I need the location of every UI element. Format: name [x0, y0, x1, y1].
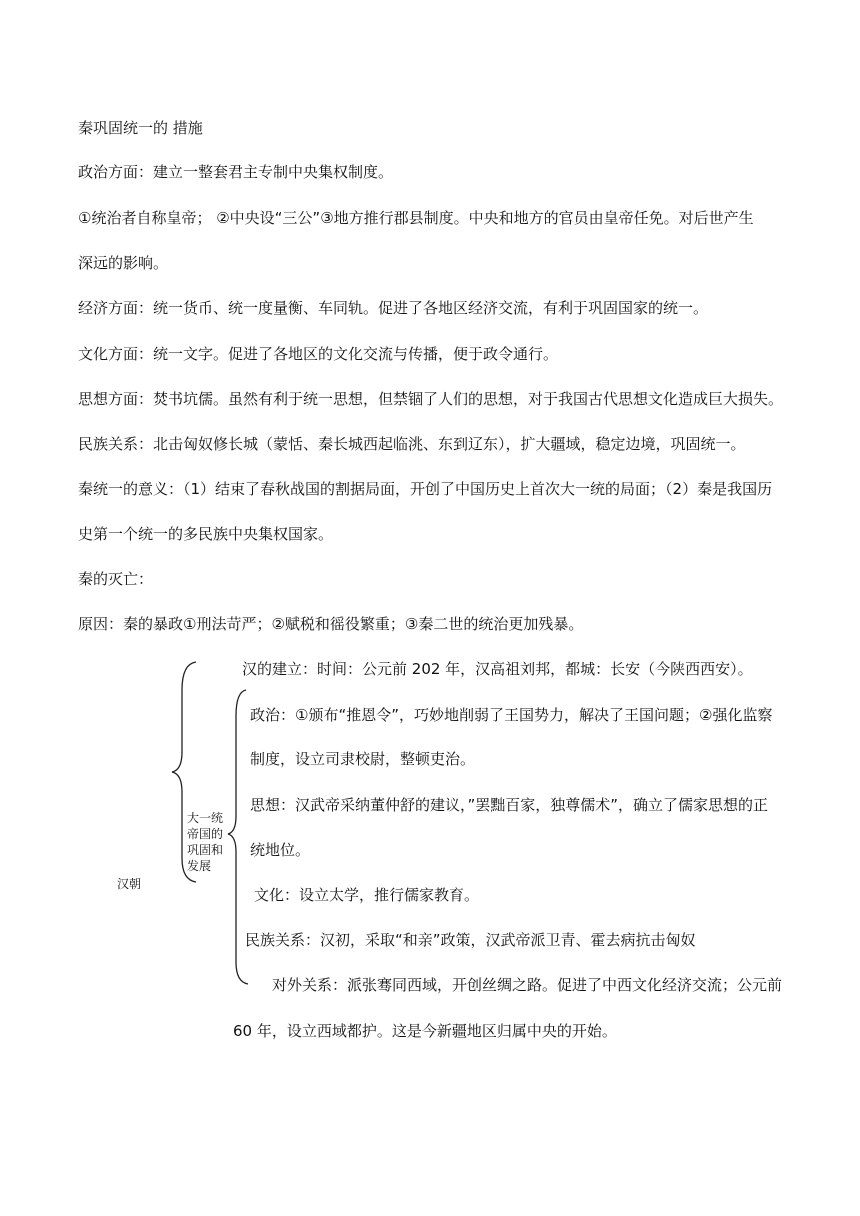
qin-economy: 经济方面：统一货币、统一度量衡、车同轨。促进了各地区经济交流，有利于巩固国家的统一。 — [78, 299, 709, 317]
han-foreign-2: 60 年，设立西域都护。这是今新疆地区归属中央的开始。 — [233, 1022, 617, 1040]
han-thought-1: 思想：汉武帝采纳董仲舒的建议，”罢黜百家，独尊儒术”，确立了儒家思想的正 — [250, 796, 769, 814]
qin-politics-detail-2: 深远的影响。 — [78, 254, 169, 272]
han-label: 汉朝 — [117, 877, 142, 891]
qin-culture: 文化方面：统一文字。促进了各地区的文化交流与传播，便于政令通行。 — [78, 345, 559, 363]
qin-fall-heading: 秦的灭亡： — [78, 570, 154, 588]
qin-significance-1: 秦统一的意义：（1）结束了春秋战国的割据局面，开创了中国历史上首次大一统的局面；（2）秦是我国历 — [78, 480, 773, 498]
qin-politics-detail-1: ①统治者自称皇帝； ②中央设“三公”③地方推行郡县制度。中央和地方的官员由皇帝任免。对后世产生 — [78, 209, 754, 227]
han-founding: 汉的建立：时间：公元前 202 年，汉高祖刘邦，都城：长安（今陕西西安）。 — [242, 660, 753, 678]
qin-significance-2: 史第一个统一的多民族中央集权国家。 — [78, 525, 334, 543]
han-foreign-1: 对外关系：派张骞同西域，开创丝绸之路。促进了中西文化经济交流；公元前 — [272, 976, 783, 994]
han-ethnic: 民族关系：汉初，采取“和亲”政策，汉武帝派卫青、霍去病抗击匈奴 — [245, 931, 696, 949]
han-politics-2: 制度，设立司隶校尉，整顿吏治。 — [250, 750, 476, 768]
qin-heading: 秦巩固统一的 措施 — [78, 119, 203, 137]
qin-ethnic: 民族关系：北击匈奴修长城（蒙恬、秦长城西起临洮、东到辽东），扩大疆域，稳定边境，巩固统一。 — [78, 435, 746, 453]
han-politics-1: 政治：①颁布“推恩令”，巧妙地削弱了王国势力，解决了王国问题；②强化监察 — [250, 706, 773, 724]
qin-fall-reason: 原因：秦的暴政①刑法苛严；②赋税和徭役繁重；③秦二世的统治更加残暴。 — [78, 615, 584, 633]
han-culture: 文化：设立太学，推行儒家教育。 — [254, 886, 480, 904]
han-sub-label: 大一统帝国的巩固和发展 — [187, 811, 224, 873]
qin-thought: 思想方面：焚书坑儒。虽然有利于统一思想，但禁锢了人们的思想，对于我国古代思想文化造成巨大损失。 — [78, 390, 784, 408]
han-thought-2: 统地位。 — [250, 841, 311, 859]
qin-politics: 政治方面：建立一整套君主专制中央集权制度。 — [78, 163, 394, 181]
